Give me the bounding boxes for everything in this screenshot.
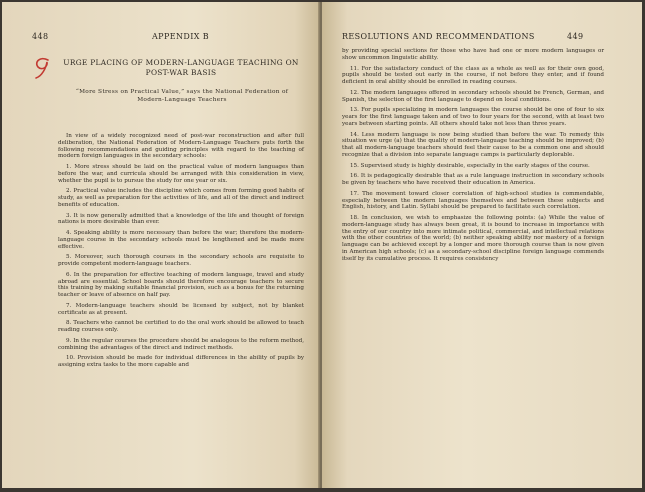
- paragraph: 16. It is pedagogically desirable that as a rule language instruction in secondary schools be given by teachers who have received their education in America.: [342, 173, 604, 186]
- right-page: [322, 2, 642, 488]
- right-page-body: [342, 48, 604, 266]
- paragraph: by providing special sections for those who have had one or more modern languages or show uncommon linguistic ability.: [342, 48, 604, 61]
- left-page-number: 448: [32, 32, 49, 41]
- paragraph: 18. In conclusion, we wish to emphasize the following points: (a) While the value of modern-language study has always been great, it is bound to increase in importance with the entry of our country into more intimate political, commercial, and intellectual relations with the other countries of the world; (b) neither speaking ability nor mastery of a foreign language can be achieved except by a longer and more thorough course than is now given in American high schools; (c) as a secondary-school discipline foreign language commends itself by its cumulative process. It requires consistency: [342, 215, 604, 262]
- right-running-head: RESOLUTIONS AND RECOMMENDATIONS: [342, 32, 535, 41]
- paragraph: In view of a widely recognized need of post-war reconstruction and after full deliberation, the National Federation of Modern-Language Teachers puts forth the following recommendations and guiding principles with regard to the teaching of modern foreign languages in the secondary schools:: [58, 133, 304, 160]
- paragraph: 1. More stress should be laid on the practical value of modern languages than before the war, and curricula should be arranged with this consideration in view, whether the pupil is to pursue the study for one year or six.: [58, 164, 304, 184]
- article-title: URGE PLACING OF MODERN-LANGUAGE TEACHING ON POST-WAR BASIS: [63, 58, 299, 77]
- paragraph: 6. In the preparation for effective teaching of modern language, travel and study abroad are essential. School boards should therefore encourage teachers to secure this training by making suitable financial provision, such as a bonus for the returning teacher or leave of absence on half pay.: [58, 271, 304, 298]
- paragraph: 9. In the regular courses the procedure should be analogous to the reform method, combining the advantages of the direct and indirect methods.: [58, 337, 304, 351]
- article-subtitle: “More Stress on Practical Value,” says the National Federation of Modern-Language Teachers: [75, 89, 289, 103]
- handwritten-annotation-icon: [30, 54, 56, 80]
- paragraph: 2. Practical value includes the discipline which comes from forming good habits of study, as well as preparation for the activities of life, and all of the direct and indirect benefits of education.: [58, 188, 304, 208]
- paragraph: 4. Speaking ability is more necessary than before the war; therefore the modern-language course in the secondary schools must be lengthened and be made more effective.: [58, 230, 304, 250]
- paragraph: 17. The movement toward closer correlation of high-school studies is commendable, especially between the modern languages themselves and between these subjects and English, history, and Latin. Syllabi should be prepared to facilitate such correlation.: [342, 190, 604, 211]
- left-running-head: APPENDIX B: [152, 32, 210, 41]
- paragraph: 8. Teachers who cannot be certified to do the oral work should be allowed to teach reading courses only.: [58, 320, 304, 333]
- paragraph: 7. Modern-language teachers should be licensed by subject, not by blanket certificate as at present.: [58, 302, 304, 316]
- right-page-number: 449: [567, 32, 584, 41]
- left-page-body: [58, 133, 304, 373]
- paragraph: 14. Less modern language is now being studied than before the war. To remedy this situation we urge (a) that the quality of modern-language teaching should be improved; (b) that all modern-language teachers should feel their cause to be a common one and should recognize that a division into separate language camps is particularly deplorable.: [342, 131, 604, 158]
- paragraph: 11. For the satisfactory conduct of the class as a whole as well as for their own good, pupils should be tested out early in the course, if not before they enter, and if found deficient in oral ability should be enrolled in reading courses.: [342, 65, 604, 85]
- paragraph: 10. Provision should be made for individual differences in the ability of pupils by assigning extra tasks to the more capable and: [58, 355, 304, 368]
- paragraph: 3. It is now generally admitted that a knowledge of the life and thought of foreign nations is more desirable than ever.: [58, 212, 304, 226]
- paragraph: 13. For pupils specializing in modern languages the course should be one of four to six years for the first language taken and of two to four years for the second, with at least two years between starting points. All others should take not less than three years.: [342, 107, 604, 127]
- paragraph: 12. The modern languages offered in secondary schools should be French, German, and Spanish, the selection of the first language to depend on local conditions.: [342, 89, 604, 103]
- paragraph: 5. Moreover, such thorough courses in the secondary schools are requisite to provide competent modern-language teachers.: [58, 254, 304, 267]
- left-page: [2, 2, 320, 488]
- paragraph: 15. Supervised study is highly desirable, especially in the early stages of the course.: [350, 162, 590, 169]
